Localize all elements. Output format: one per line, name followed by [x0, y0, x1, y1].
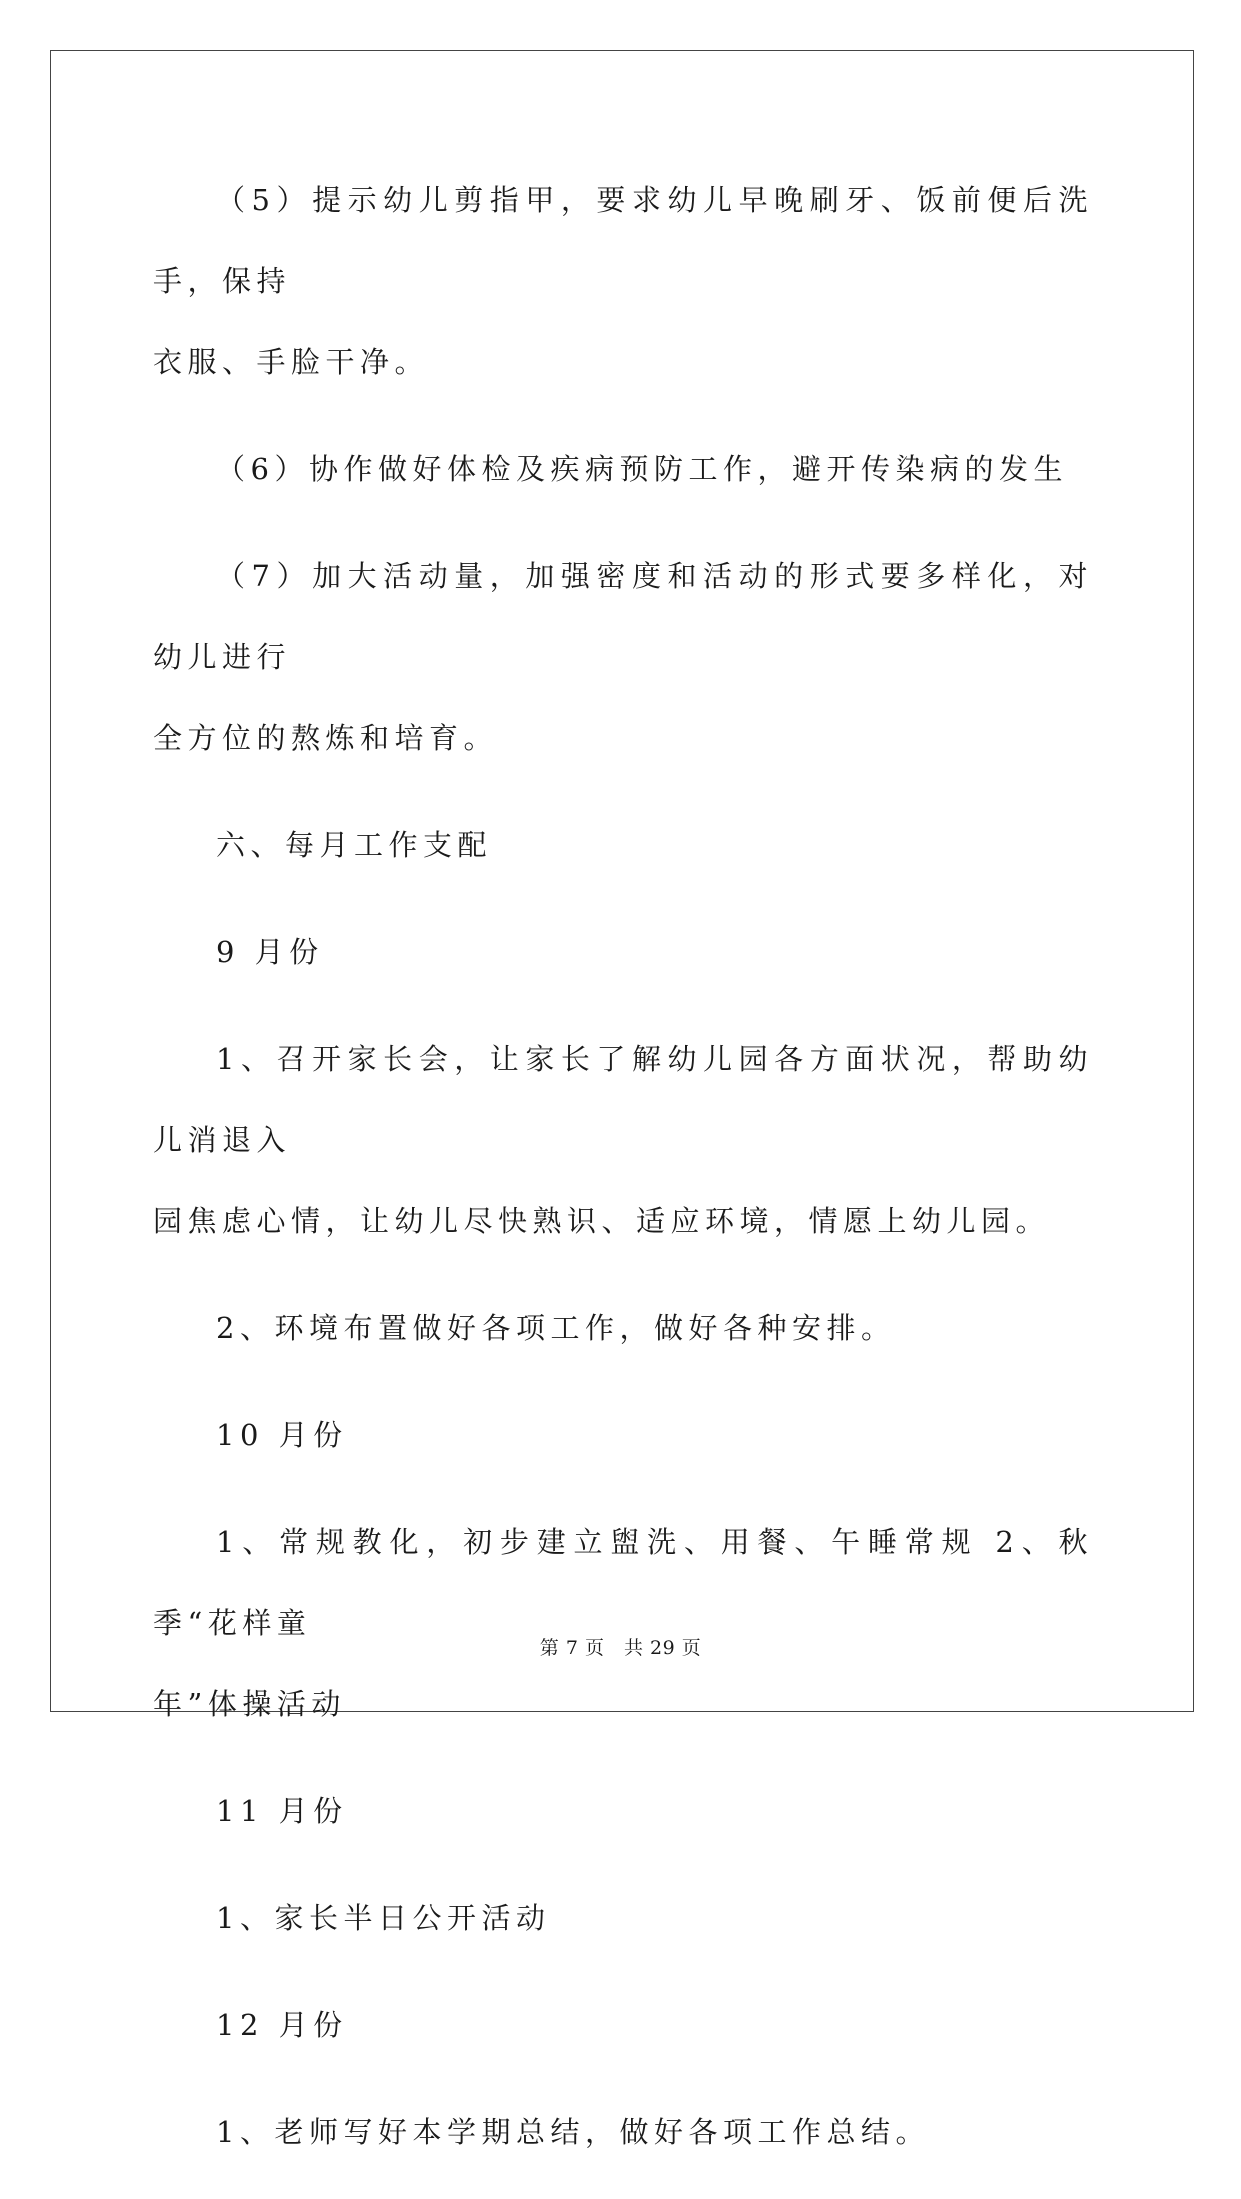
text-line: 1、老师写好本学期总结，做好各项工作总结。 — [216, 2115, 930, 2149]
paragraph — [153, 1288, 1093, 1369]
text-line: 1、召开家长会，让家长了解幼儿园各方面状况，帮助幼儿消退入 — [153, 1042, 1093, 1157]
paragraph — [153, 1019, 1093, 1262]
document-body — [153, 160, 1093, 2199]
paragraph — [153, 160, 1093, 403]
text-line: （7）加大活动量，加强密度和活动的形式要多样化，对幼儿进行 — [153, 559, 1093, 674]
month-heading — [153, 1985, 1093, 2066]
text-line: 衣服、手脸干净。 — [153, 345, 430, 379]
paragraph — [153, 1502, 1093, 1745]
text-line: 全方位的熬炼和培育。 — [153, 721, 499, 755]
paragraph — [153, 536, 1093, 779]
text-line: 1、家长半日公开活动 — [216, 1901, 551, 1935]
text-line: 年”体操活动 — [153, 1687, 346, 1721]
month-heading — [153, 1771, 1093, 1852]
text-line: 10 月份 — [216, 1418, 348, 1452]
text-line: 9 月份 — [216, 935, 324, 969]
text-line: 六、每月工作支配 — [216, 828, 493, 862]
text-line: 2、环境布置做好各项工作，做好各种安排。 — [216, 1311, 896, 1345]
text-line: 11 月份 — [216, 1794, 348, 1828]
month-heading — [153, 1395, 1093, 1476]
text-line: 12 月份 — [216, 2008, 348, 2042]
page-number-footer: 第 7 页 共 29 页 — [539, 1637, 702, 1659]
section-heading — [153, 805, 1093, 886]
text-line: 园焦虑心情，让幼儿尽快熟识、适应环境，情愿上幼儿园。 — [153, 1204, 1051, 1238]
paragraph — [153, 1878, 1093, 1959]
month-heading — [153, 912, 1093, 993]
paragraph — [153, 429, 1093, 510]
text-line: （6）协作做好体检及疾病预防工作，避开传染病的发生 — [216, 452, 1068, 486]
paragraph — [153, 2092, 1093, 2173]
text-line: 1、常规教化，初步建立盥洗、用餐、午睡常规 2、秋季“花样童 — [153, 1525, 1093, 1640]
text-line: （5）提示幼儿剪指甲，要求幼儿早晚刷牙、饭前便后洗手，保持 — [153, 183, 1093, 298]
